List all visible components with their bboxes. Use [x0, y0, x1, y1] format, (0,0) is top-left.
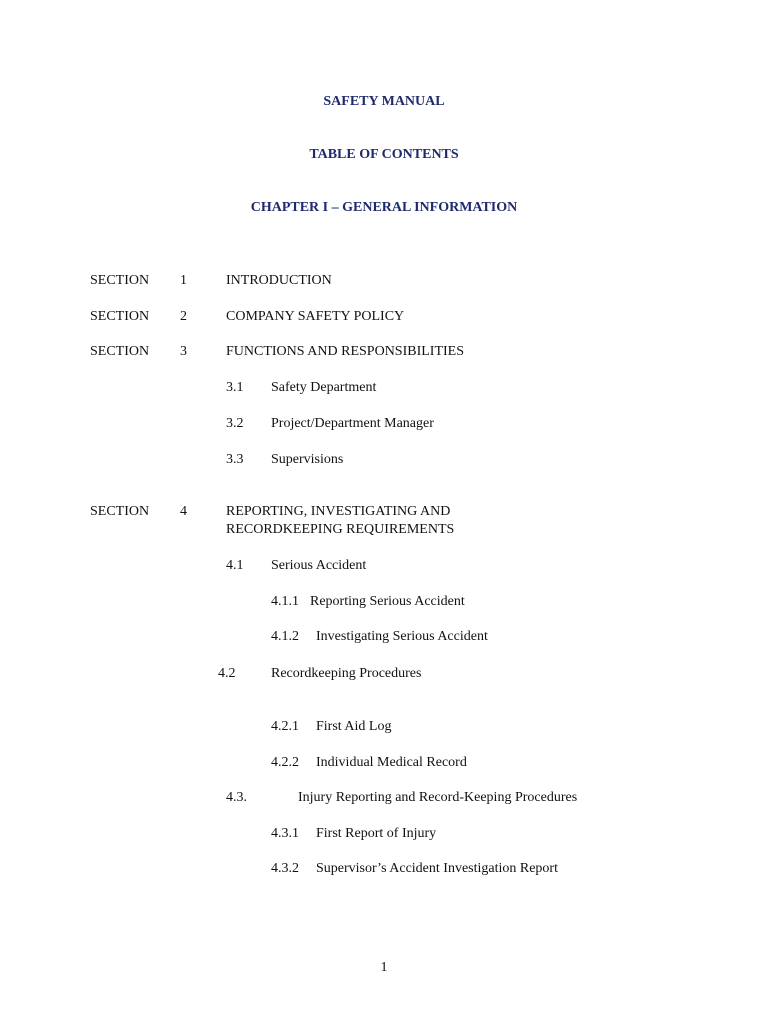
section-number: 2 — [180, 309, 187, 324]
section-number: 3 — [180, 344, 187, 359]
subsection-title: Recordkeeping Procedures — [271, 666, 422, 681]
sub-subsection-title: First Aid Log — [316, 719, 392, 734]
section-title-line-2: RECORDKEEPING REQUIREMENTS — [226, 522, 455, 537]
sub-subsection-number: 4.1.2 — [271, 629, 299, 644]
section-title: INTRODUCTION — [226, 273, 332, 288]
sub-subsection-title: Investigating Serious Accident — [316, 629, 488, 644]
sub-subsection-number: 4.1.1 — [271, 594, 299, 609]
sub-subsection-number: 4.2.1 — [271, 719, 299, 734]
sub-subsection-title: Supervisor’s Accident Investigation Report — [316, 861, 558, 876]
subsection-title: Project/Department Manager — [271, 416, 434, 431]
subsection-number: 4.3. — [226, 790, 247, 805]
subsection-number: 4.1 — [226, 558, 244, 573]
sub-subsection-number: 4.3.2 — [271, 861, 299, 876]
subsection-number: 3.2 — [226, 416, 244, 431]
page-number: 1 — [380, 960, 388, 975]
subsection-number: 4.2 — [218, 666, 236, 681]
section-title-line-1: REPORTING, INVESTIGATING AND — [226, 504, 451, 519]
section-label: SECTION — [90, 344, 150, 359]
section-label: SECTION — [90, 504, 150, 519]
subsection-title: Supervisions — [271, 452, 344, 467]
section-label: SECTION — [90, 273, 150, 288]
subsection-number: 3.3 — [226, 452, 244, 467]
subsection-title: Injury Reporting and Record-Keeping Procedures — [298, 790, 578, 805]
section-number: 1 — [180, 273, 187, 288]
subsection-number: 3.1 — [226, 380, 244, 395]
chapter-heading: CHAPTER I – GENERAL INFORMATION — [250, 200, 518, 215]
section-title: FUNCTIONS AND RESPONSIBILITIES — [226, 344, 465, 359]
document-title: SAFETY MANUAL — [323, 94, 445, 109]
sub-subsection-number: 4.3.1 — [271, 826, 299, 841]
sub-subsection-title: Reporting Serious Accident — [310, 594, 465, 609]
section-title: COMPANY SAFETY POLICY — [226, 309, 405, 324]
subsection-title: Serious Accident — [271, 558, 367, 573]
sub-subsection-number: 4.2.2 — [271, 755, 299, 770]
section-label: SECTION — [90, 309, 150, 324]
sub-subsection-title: First Report of Injury — [316, 826, 437, 841]
section-number: 4 — [180, 504, 187, 519]
toc-heading: TABLE OF CONTENTS — [309, 147, 459, 162]
subsection-title: Safety Department — [271, 380, 377, 395]
sub-subsection-title: Individual Medical Record — [316, 755, 467, 770]
